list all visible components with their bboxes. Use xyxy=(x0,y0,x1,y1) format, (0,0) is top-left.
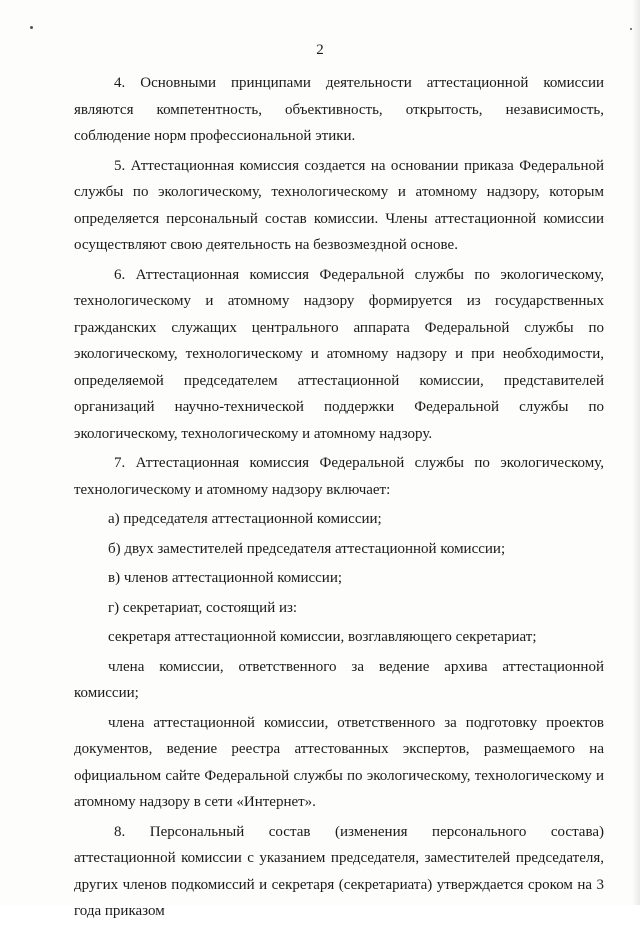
secretariat-member-2: члена комиссии, ответственного за ведение архива аттестационной комиссии; xyxy=(74,658,604,701)
paragraph-4: 4. Основными принципами деятельности аттестационной комиссии являются компетентность, объективность, открытость, независимость, соблюдение норм профессиональной этики. xyxy=(74,75,604,144)
secretariat-member-3: члена аттестационной комиссии, ответственного за подготовку проектов документов, ведение реестра аттестованных экспертов, размещаемого на официальном сайте Федеральной службы по экологическому, технологическому и атомному надзору в сети «Интернет». xyxy=(74,714,604,810)
list-item-b: б) двух заместителей председателя аттестационной комиссии; xyxy=(108,540,506,557)
paragraph-7: 7. Аттестационная комиссия Федеральной службы по экологическому, технологическому и атомному надзору включает: xyxy=(74,455,604,498)
scan-speck xyxy=(30,26,33,29)
list-item-a: а) председателя аттестационной комиссии; xyxy=(108,511,382,527)
document-body xyxy=(74,70,604,925)
list-item-v: в) членов аттестационной комиссии; xyxy=(108,570,343,586)
paragraph-5: 5. Аттестационная комиссия создается на основании приказа Федеральной службы по экологическому, технологическому и атомному надзору, которым определяется персональный состав комиссии. Члены аттестационной комиссии осуществляют свою деятельность на безвозмездной основе. xyxy=(74,157,604,253)
secretariat-member-1: секретаря аттестационной комиссии, возглавляющего секретариат; xyxy=(108,629,537,645)
list-item-g: г) секретариат, состоящий из: xyxy=(108,599,298,616)
paragraph-6: 6. Аттестационная комиссия Федеральной службы по экологическому, технологическому и атомному надзору формируется из государственных гражданских служащих центрального аппарата Федеральной службы по экологическому, технологическому и атомному надзору и при необходимости, определяемой председателем аттестационной комиссии, представителей организаций научно-технической поддержки Федеральной службы по экологическому, технологическому и атомному надзору. xyxy=(74,266,604,442)
scan-edge xyxy=(632,0,640,905)
paragraph-8: 8. Персональный состав (изменения персонального состава) аттестационной комиссии с указанием председателя, заместителей председателя, других членов подкомиссий и секретаря (секретариата) утверждается сроком на 3 года приказом xyxy=(74,823,604,919)
page-number: 2 xyxy=(316,42,324,58)
